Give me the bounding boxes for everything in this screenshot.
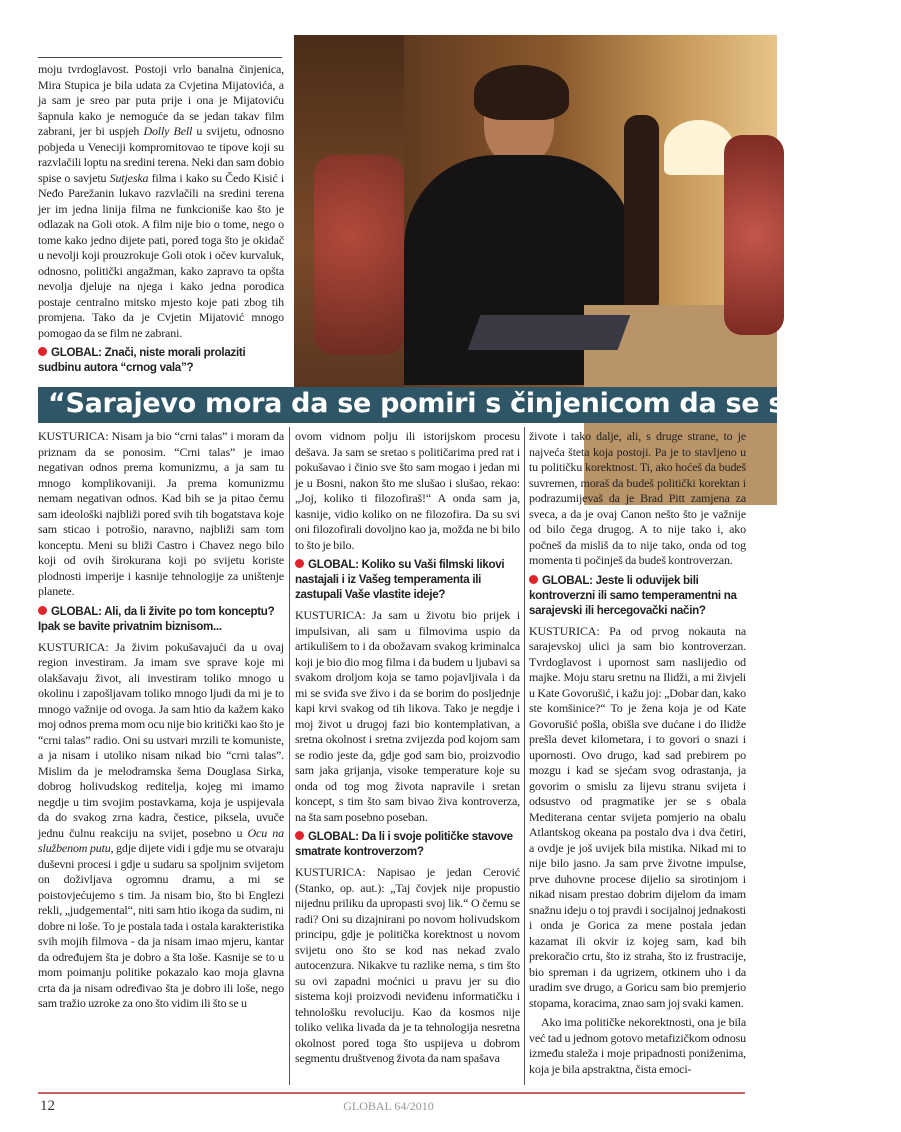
photo-armchair — [314, 155, 404, 355]
answer-paragraph: KUSTURICA: Nisam ja bio “crni talas” i moram da priznam da se ponosim. “Crni talas” je imao negativan odnos prema komunizmu, a ja sam tu mnogo komplikovaniji. Ja prema komunizmu nemam negativan odnos. Kad bih se ja pitao čemu sam ideološki najbliži pored svih tih bogatstava koje sam sticao i potrošio, naravno, najbliži sam tom konceptu. Meni su bliži Castro i Chavez nego bilo koji od ovih širokurana koji po svijetu koriste plodnosti imperije i kasnije tehnologije za uništenje planete. — [38, 429, 284, 598]
question-text: GLOBAL: Jeste li oduvijek bili kontroverzni ili samo temperamentni na sarajevski ili hercegovački način? — [529, 573, 737, 617]
film-title: Dolly Bell — [143, 124, 193, 138]
interview-question — [38, 604, 284, 634]
column-2 — [295, 429, 520, 1071]
text: , gdje dijete vidi i gdje mu se otvaraju duševni procesi i gdje u sudaru sa spoljnim svijetom on doživljava ogromnu dramu, a mi se poistovjećujemo s tim. Ja nisam bio, što bi Englezi rekli, „judgemental“, niti sam htio ikoga da sudim, ni dobre ni loše. To je postala tada i ostala karakteristika svih mojih filmova - da ja nisam imao mjeru, kantar da određujem šta je dobro a šta loše. Kasnije se to u mom poimanju politike pokazalo kao moja glavna crta da ja nisam određivao šta je dobro ili loše, nego sam tražio uzroke za ono što vidim ili što se u — [38, 841, 284, 1010]
answer-paragraph: KUSTURICA: Napisao je jedan Cerović (Stanko, op. aut.): „Taj čovjek nije propustio nijednu priliku da upropasti svoj lik.“ O čemu se radi? Oni su dizajnirani po novom holivudskom principu, gdje je politička korektnost u novom svijetu ono što se kod nas nekad zvalo autocenzura. Nikakve tu razlike nema, s tim što su ovi zapadni moćnici u pravu jer su dio sistema koji proizvodi neviđenu informatičku i tehnološku revoluciju. Kao da kosmos nije toliko velika livada da je ta tehnologija nesretna okolnost pored toga što uspijeva u dobrom segmentu društvenog života da nam spašava — [295, 865, 520, 1065]
question-text: GLOBAL: Ali, da li živite po tom konceptu? Ipak se bavite privatnim biznisom... — [38, 604, 275, 633]
answer-paragraph: ovom vidnom polju ili istorijskom procesu dešava. Ja sam se sretao s političarima pred rat i pokušavao i činio sve što sam mogao i jedan mi je u Bosni, nakon što me slušao i slušao, rekao: „Joj, koliko ti filozofiraš!“ A onda sam ja, kasnije, vidio koliko on ne filozofira. Da su svi oni filozofirali dovoljno kao ja, možda ne bi bilo to što je bilo. — [295, 429, 520, 552]
headline-banner — [38, 387, 901, 423]
top-rule — [38, 57, 282, 58]
bullet-icon — [295, 831, 304, 840]
page-number: 12 — [40, 1098, 55, 1114]
column-1 — [38, 429, 284, 1016]
text: KUSTURICA: Ja živim pokušavajući da u ovaj region investiram. Ja imam sve sprave koje mi olakšavaju život, ali investiram toliko mnogo u okolinu i zapošljavam toliko mnogo ljudi da mi je to mnogo važnije od ovoga. Ja sam htio da kažem kako moj odnos prema mom ocu nije bio kritički kao što je “crni talas” radio. Oni su ustvari mrzili te komuniste, a ja nisam i utoliko nisam nikad bio “crni talas”. Mislim da je melodramska šema Douglasa Sirka, dobrog holivudskog reditelja, kojeg mi imamo negdje u tim svojim postavkama, koja je uspijevala da do svakog zrna kadra, čestice, piksela, uvuče jednu čulnu reakciju na svijet, posebno u — [38, 639, 284, 840]
film-title: Sutjeska — [109, 170, 149, 185]
answer-paragraph — [38, 640, 284, 1012]
interview-question — [295, 557, 520, 602]
bullet-icon — [38, 606, 47, 615]
answer-paragraph: Ako ima političke nekorektnosti, ona je bila već tad u jednom gotovo metafizičkom odnosu između staleža i moje pripadnosti poniženima, koja je bila apstraktna, čista emoci- — [529, 1015, 746, 1076]
interview-question — [295, 829, 520, 859]
text: u svijetu, odnosno pobjeda u Veneciji kompromitovao te tipove koji su razvlačili loptu na sredini terena. Neki dan sam dobio spise o savjetu — [38, 124, 284, 185]
photo-kusturica — [294, 35, 777, 387]
film-title: Ocu na službenom putu — [38, 825, 284, 855]
magazine-issue: GLOBAL 64/2010 — [343, 1099, 434, 1113]
photo-armchair-right — [724, 135, 784, 335]
question-text: GLOBAL: Znači, niste morali prolaziti sudbinu autora “crnog vala”? — [38, 346, 246, 374]
question-text: GLOBAL: Koliko su Vaši filmski likovi nastajali i iz Vašeg temperamenta ili zastupali Vaše vlastite ideje? — [295, 558, 505, 601]
headline: “Sarajevo mora da se pomiri s činjenicom da se stradalni — [48, 388, 901, 419]
text: moju tvrdoglavost. Postoji vrlo banalna činjenica, Mira Stupica je bila udata za Cvjetina Mijatovića, a ja sam je sreo par puta prije i ona je Mijatoviću šapnula kako je nemoguće da se jedan takav film zabrani, jer bi uspjeh — [38, 62, 284, 138]
intro-column — [38, 62, 284, 381]
answer-paragraph: KUSTURICA: Pa od prvog nokauta na sarajevskoj ulici ja sam bio kontroverzan. Tvrdoglavost i upornost sam naslijedio od majke. Moju staru sretnu na Ilidži, a mi živjeli u Kate Govorušić, i kažu joj: „Dobar dan, kako ste komšinice?“ To je žena koja je od Kate Govorušić pošla, obišla sve dućane i do Ilidže prešla devet kilometara, i to govori o snazi i upornosti. Ovo drugo, kad sad prebirem po mozgu i kad se sjećam svog odrastanja, ja govorim o smislu za lijevu stranu svijeta i odsustvo od pragmatike jer se s obala Mediterana centar svijeta pomjerio na obalu Atlantskog okeana pa postalo dva i dva četiri, a ovdje je još uvijek bila mistika. Nikad mi to nije bilo jasno. Ja sam prve životne impulse, prve duhovne procese dijelio sa sirotinjom i nikad nisam prestao dobrim dijelom da imam snažnu ideju o toj pravdi i socijalnoj jednakosti i onda je Gorica za mene postala jedan kazamat ili okvir iz kojeg sam, kad bih prekoračio crtu, što iz straha, što iz frustracije, bio spreman i da ugrizem, otkinem uho i da uradim sve drugo, a Goricu sam bio premjerio stopama, koracima, znao sam joj svaki kamen. — [529, 623, 746, 1010]
column-3 — [529, 429, 746, 1081]
answer-paragraph: KUSTURICA: Ja sam u životu bio prijek i impulsivan, ali sam u filmovima uspio da artikulišem to i da obožavam svakog kriminalca koji je bio dio mog filma i da budem u ljubavi sa svakom droljom koja se tamo pojavljivala i da mi se sviđa sve živo i da se borim do posljednje kapi krvi svakog od tih likova. Tako je negdje i moj život u drugoj fazi bio kontemplativan, a sretna okolnost i sretna zvijezda pod kojom sam se rodio jeste da, gdje god sam bio, proizvodio sam jaka grijanja, visoke temperature koje su onda od tog mog života napravile i sretan koncept, s tim što sam bivao živa kontroverza, na šta sam posebno poseban. — [295, 608, 520, 824]
photo-guitar — [624, 115, 659, 315]
column-divider — [524, 427, 525, 1085]
bullet-icon — [295, 559, 304, 568]
footer-rule — [38, 1092, 745, 1094]
photo-books — [468, 315, 631, 350]
photo-hair — [474, 65, 569, 120]
interview-question — [38, 345, 284, 375]
question-text: GLOBAL: Da li i svoje političke stavove smatrate kontroverzom? — [295, 830, 513, 858]
intro-paragraph — [38, 62, 284, 341]
bullet-icon — [38, 347, 47, 356]
column-divider — [289, 427, 290, 1085]
bullet-icon — [529, 575, 538, 584]
answer-paragraph: živote i tako dalje, ali, s druge strane, to je najveća šteta koja postoji. Pa je to stavljeno u tu političku korektnost. Ti, ako hoćeš da budeš suvremen, moraš da budeš politički korektan i podrazumijevaš da je Brad Pitt zamjena za sveca, a da je ovaj Canon nešto što je važnije od bilo čega drugog. A to nije tako i, ako počneš da misliš da to nije tako, onda od tog momenta ti počinješ da budeš kontroverzan. — [529, 429, 746, 567]
text: filma i kako su Čedo Kisić i Neđo Parežanin lukavo razvlačili na sredini terena jer im jedna linija filma ne funkcioniše kao što je odlazak na Goli otok. A film nije bio o tome, nego o tome kako jedno dijete pati, pored toga što je okidač u nevolji koji prouzrokuje Goli otok i očev kurvaluk, odnosno, politički angažman, kako zapravo ta opšta nevolja djeluje na njega i kako jedna porodica postaje centralno mitsko mjesto koje pati zbog tih promjena. Tako da je Cvjetin Mijatović mnogo pomogao da se film ne zabrani. — [38, 170, 285, 340]
interview-question — [529, 573, 746, 618]
